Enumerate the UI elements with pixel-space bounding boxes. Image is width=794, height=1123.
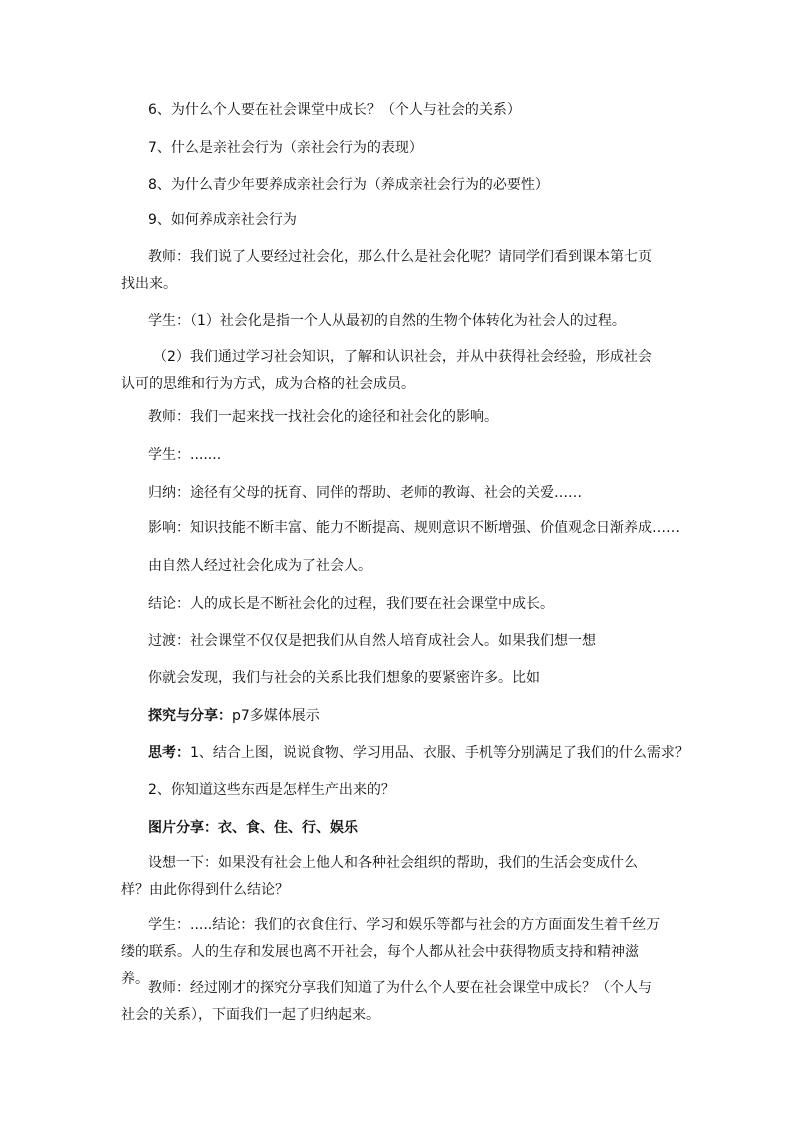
natural-to-social: 由自然人经过社会化成为了社会人。: [148, 558, 372, 574]
student-conclusion: 学生：.....结论：我们的衣食住行、学习和娱乐等都与社会的方方面面发生着千丝万缕的联系。人的生存和发展也离不开社会，每个人都从社会中获得物质支持和精神滋养。: [121, 917, 661, 987]
explore-share-label: 探究与分享：: [148, 708, 232, 724]
summary-influence: 影响：知识技能不断丰富、能力不断提高、规则意识不断增强、价值观念日渐养成……: [148, 520, 680, 536]
teacher-summary: 教师：经过刚才的探究分享我们知道了为什么个人要在社会课堂中成长？（个人与社会的关系），下面我们一起了归纳起来。: [121, 980, 652, 1023]
explore-share-line: [148, 706, 320, 726]
question-9: 9、如何养成亲社会行为: [148, 212, 297, 228]
teacher-paragraph-2: 教师：我们一起来找一找社会化的途径和社会化的影响。: [148, 409, 498, 425]
question-7: 7、什么是亲社会行为（亲社会行为的表现）: [148, 140, 423, 156]
conclusion: 结论：人的成长是不断社会化的过程，我们要在社会课堂中成长。: [148, 596, 554, 612]
think-question-1: [148, 743, 689, 763]
think-question-2: 2、你知道这些东西是怎样生产出来的？: [148, 782, 395, 798]
imagine-paragraph: 设想一下：如果没有社会上他人和各种社会组织的帮助，我们的生活会变成什么样？由此你得到什么结论？: [121, 855, 638, 898]
student-paragraph-2: （2）我们通过学习社会知识，了解和认识社会，并从中获得社会经验，形成社会认可的思维和行为方式，成为合格的社会成员。: [121, 349, 652, 392]
question-6: 6、为什么个人要在社会课堂中成长？（个人与社会的关系）: [148, 102, 521, 118]
question-8: 8、为什么青少年要养成亲社会行为（养成亲社会行为的必要性）: [148, 177, 549, 193]
student-paragraph-1: 学生：（1）社会化是指一个人从最初的自然的生物个体转化为社会人的过程。: [148, 313, 626, 329]
transition-continued: 你就会发现，我们与社会的关系比我们想象的要紧密许多。比如: [148, 670, 540, 686]
student-reply: 学生：.......: [148, 447, 222, 463]
think-text: 1、结合上图，说说食物、学习用品、衣服、手机等分别满足了我们的什么需求？: [190, 745, 689, 761]
think-label: 思考：: [148, 745, 190, 761]
explore-share-text: p7多媒体展示: [232, 708, 320, 724]
transition: 过渡：社会课堂不仅仅是把我们从自然人培育成社会人。如果我们想一想: [148, 633, 596, 649]
summary-path: 归纳：途径有父母的抚育、同伴的帮助、老师的教诲、社会的关爱……: [148, 485, 582, 501]
picture-share-heading: 图片分享：衣、食、住、行、娱乐: [148, 820, 358, 836]
teacher-paragraph-1: 教师：我们说了人要经过社会化，那么什么是社会化呢？请同学们看到课本第七页找出来。: [121, 249, 652, 292]
